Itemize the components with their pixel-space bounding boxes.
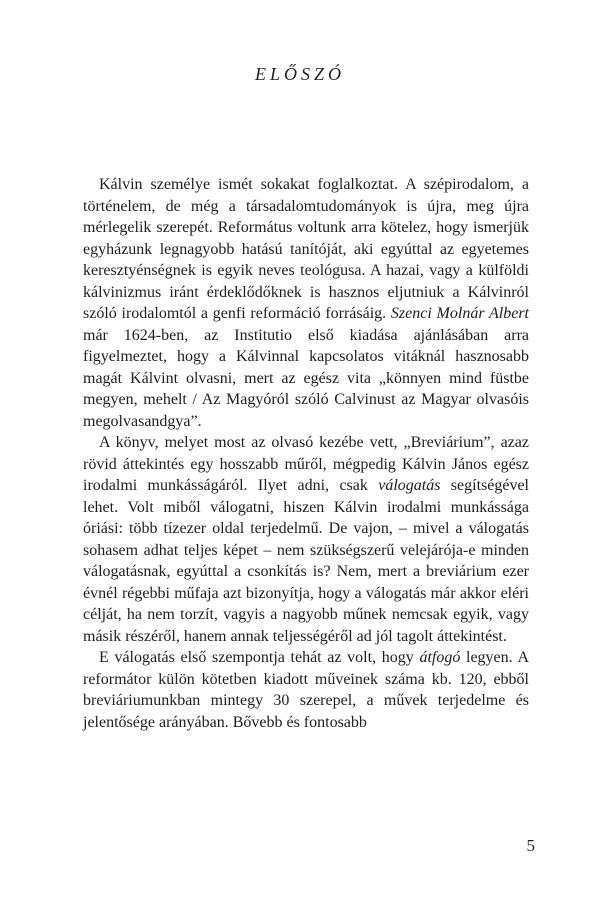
- paragraph-1-italic-name: Szenci Molnár Albert: [390, 305, 529, 322]
- paragraph-3-text-2: legyen. A reformátor külön kötetben kiadott műveinek száma kb. 120, ebből breviáriumunkban mintegy 30 szerepel, a művek terjedelme és jelentősége arányában. Bővebb és fontosabb: [83, 649, 529, 731]
- paragraph-1-text-2: már 1624-ben, az Institutio első kiadása ajánlásában arra figyelmeztet, hogy a Kálvinnal kapcsolatos vitáknál hasznosabb magát Kálvint olvasni, mert az egész vita „könnyen mind füstbe megyen, mehelt / Az Magyóról szóló Calvinust az Magyar olvasóis megolvasandgya”.: [83, 326, 529, 430]
- paragraph-1-text-1: Kálvin személye ismét sokakat foglalkoztat. A szépirodalom, a történelem, de még a társadalomtudományok is újra, meg újra mérlegelik szerepét. Református voltunk arra kötelez, hogy ismerjük egyházunk legnagyobb hatású tanítóját, aki egyúttal az egyetemes keresztyénségnek is egyik neves teológusa. A hazai, vagy a külföldi kálvinizmus iránt érdeklődőknek is hasznos eljutniuk a Kálvinról szóló irodalomtól a genfi reformáció forrásáig.: [83, 176, 529, 322]
- paragraph-2: [83, 432, 529, 647]
- body-text: [83, 174, 529, 733]
- paragraph-2-text-1: A könyv, melyet most az olvasó kezébe vett, „Breviárium”, azaz rövid áttekintés egy hosszabb műről, mégpedig Kálvin János egész irodalmi munkásságáról. Ilyet adni, csak: [83, 434, 529, 494]
- paragraph-1: [83, 174, 529, 432]
- paragraph-3: [83, 647, 529, 733]
- paragraph-2-italic-term: válogatás: [378, 477, 441, 494]
- paragraph-2-text-2: segítségével lehet. Volt miből válogatni, hiszen Kálvin irodalmi munkássága óriási: több tízezer oldal terjedelmű. De vajon, – mivel a válogatás sohasem adhat teljes képet – nem szükségszerű velejárója-e minden válogatásnak, egyúttal a csonkítás is? Nem, mert a breviárium ezer évnél régebbi műfaja azt bizonyítja, hogy a válogatás már akkor eléri célját, ha nem torzít, vagyis a nagyobb műnek nemcsak egyik, vagy másik részéről, hanem annak teljességéről ad jól tagolt áttekintést.: [83, 477, 529, 645]
- paragraph-3-italic-term: átfogó: [419, 649, 461, 666]
- page-title: ELŐSZÓ: [254, 64, 345, 84]
- paragraph-3-text-1: E válogatás első szempontja tehát az volt, hogy: [99, 649, 420, 666]
- page-number: 5: [526, 836, 535, 855]
